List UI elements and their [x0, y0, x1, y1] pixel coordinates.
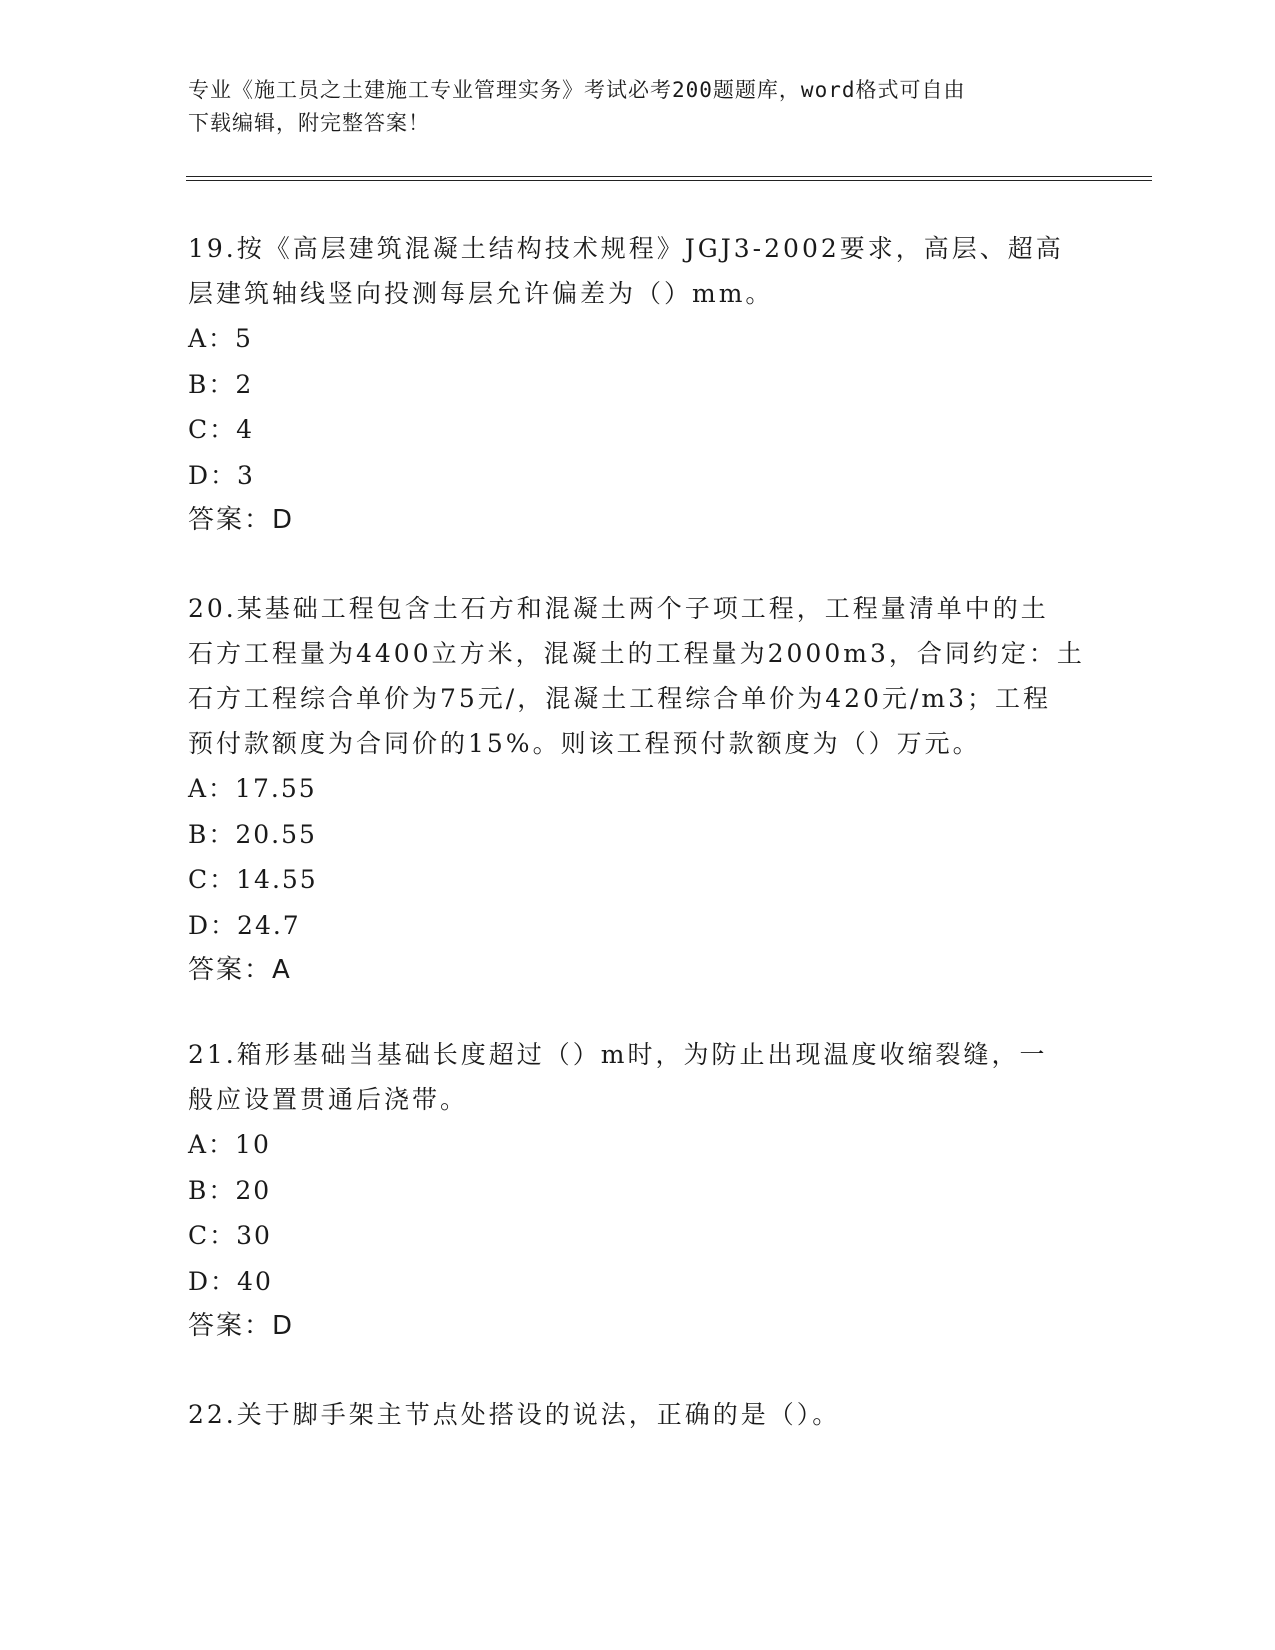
option-b: B：20: [188, 1175, 272, 1205]
question-20: [188, 586, 1088, 993]
question-stem-line: 石方工程综合单价为75元/，混凝土工程综合单价为420元/m3；工程: [188, 684, 1051, 713]
header-title-line-2: 下载编辑，附完整答案！: [188, 111, 430, 135]
answer-line: 答案：A: [188, 955, 292, 985]
option-a: A：17.55: [188, 774, 317, 803]
option-d: D：40: [188, 1266, 273, 1296]
option-b: B：2: [188, 369, 254, 399]
option-b: B：20.55: [188, 819, 317, 849]
question-21: [188, 1032, 1088, 1349]
option-d: D：3: [188, 460, 255, 490]
option-a: A：5: [188, 324, 253, 353]
option-d: D：24.7: [188, 910, 301, 940]
answer-line: 答案：D: [188, 505, 295, 535]
document-header: [188, 74, 1088, 140]
question-stem-line: 21.箱形基础当基础长度超过（）m时，为防止出现温度收缩裂缝，一: [188, 1040, 1048, 1069]
question-stem-line: 般应设置贯通后浇带。: [188, 1085, 469, 1114]
answer-line: 答案：D: [188, 1311, 295, 1341]
question-stem-line: 19.按《高层建筑混凝土结构技术规程》JGJ3-2002要求，高层、超高: [188, 234, 1064, 263]
question-stem-line: 预付款额度为合同价的15%。则该工程预付款额度为（）万元。: [188, 729, 981, 758]
option-c: C：30: [188, 1221, 272, 1250]
question-19: [188, 226, 1088, 543]
question-stem-line: 石方工程量为4400立方米，混凝土的工程量为2000m3，合同约定：土: [188, 639, 1085, 668]
option-c: C：14.55: [188, 865, 318, 894]
option-c: C：4: [188, 415, 255, 444]
option-a: A：10: [188, 1130, 271, 1159]
header-title-line-1: 专业《施工员之土建施工专业管理实务》考试必考200题题库，word格式可自由: [188, 78, 966, 102]
header-double-rule: [186, 176, 1152, 181]
question-stem-line: 层建筑轴线竖向投测每层允许偏差为（）mm。: [188, 279, 774, 308]
question-stem-line: 22.关于脚手架主节点处搭设的说法，正确的是（）。: [188, 1400, 841, 1429]
question-22: [188, 1392, 1088, 1437]
question-stem-line: 20.某基础工程包含土石方和混凝土两个子项工程，工程量清单中的土: [188, 594, 1049, 623]
